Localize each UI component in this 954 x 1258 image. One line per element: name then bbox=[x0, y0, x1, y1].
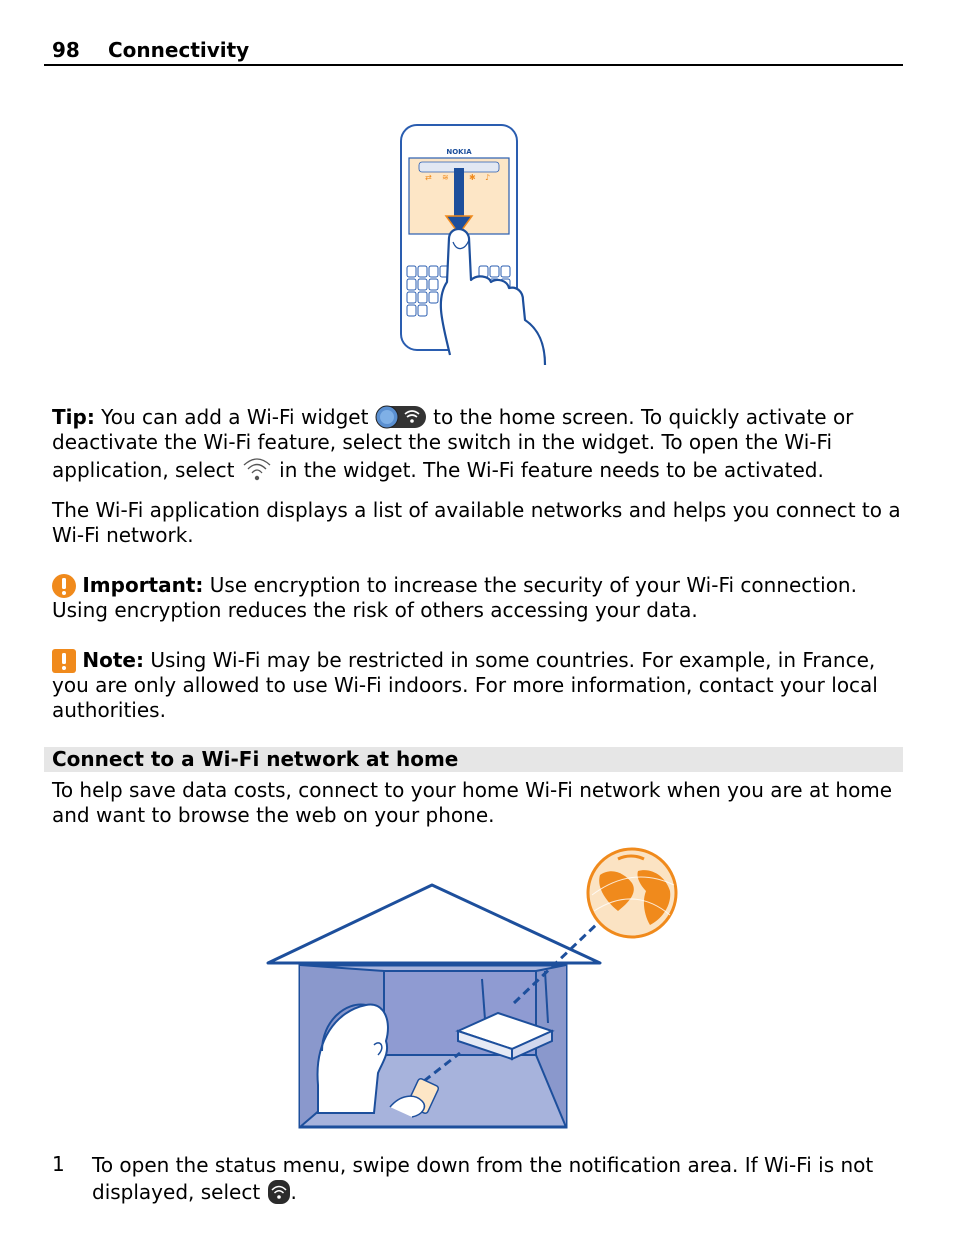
intro-paragraph: The Wi-Fi application displays a list of available networks and helps you connect to a Wi-Fi network. bbox=[52, 498, 901, 547]
important-text: Use encryption to increase the security of your Wi-Fi connection. Using encryption reduces the risk of others accessing your data. bbox=[52, 573, 857, 622]
tip-text-2: to the home screen. To quickly activate or deactivate the Wi-Fi feature, select the switch in the widget. To open the Wi-Fi application, select bbox=[52, 405, 854, 482]
subsection-heading: Connect to a Wi-Fi network at home bbox=[52, 747, 459, 771]
svg-text:✱: ✱ bbox=[469, 173, 476, 182]
important-label: Important: bbox=[82, 573, 204, 597]
step-text-end: . bbox=[290, 1180, 297, 1204]
page-header bbox=[44, 36, 903, 66]
step-text-body: To open the status menu, swipe down from the notification area. If Wi-Fi is not displayed, select bbox=[92, 1153, 874, 1204]
important-icon bbox=[52, 574, 76, 598]
tip-text-3: in the widget. The Wi-Fi feature needs to be activated. bbox=[272, 457, 824, 482]
step-text bbox=[92, 1152, 892, 1206]
note-paragraph bbox=[52, 648, 902, 722]
svg-text:♪: ♪ bbox=[485, 173, 491, 182]
wifi-widget-icon bbox=[375, 404, 427, 430]
page-number: 98 bbox=[52, 38, 80, 62]
phone-swipe-illustration bbox=[395, 120, 555, 370]
wifi-status-icon bbox=[267, 1179, 291, 1205]
note-text: Using Wi-Fi may be restricted in some countries. For example, in France, you are only allowed to use Wi-Fi indoors. For more information, contact your local authorities. bbox=[52, 648, 878, 722]
subsection-body: To help save data costs, connect to your home Wi-Fi network when you are at home and want to browse the web on your phone. bbox=[52, 778, 893, 827]
svg-text:≋: ≋ bbox=[442, 173, 449, 182]
step-number: 1 bbox=[52, 1152, 65, 1176]
note-label: Note: bbox=[82, 648, 144, 672]
tip-text-1: You can add a Wi-Fi widget bbox=[94, 405, 375, 429]
home-wifi-illustration bbox=[262, 845, 682, 1135]
wifi-icon bbox=[241, 455, 273, 483]
important-paragraph bbox=[52, 573, 902, 623]
svg-text:⇄: ⇄ bbox=[425, 173, 432, 182]
subsection-heading-bar bbox=[44, 747, 903, 772]
section-title: Connectivity bbox=[108, 38, 250, 62]
tip-label: Tip: bbox=[52, 405, 95, 429]
tip-paragraph bbox=[52, 404, 902, 483]
phone-brand: NOKIA bbox=[446, 148, 472, 156]
note-icon bbox=[52, 649, 76, 673]
